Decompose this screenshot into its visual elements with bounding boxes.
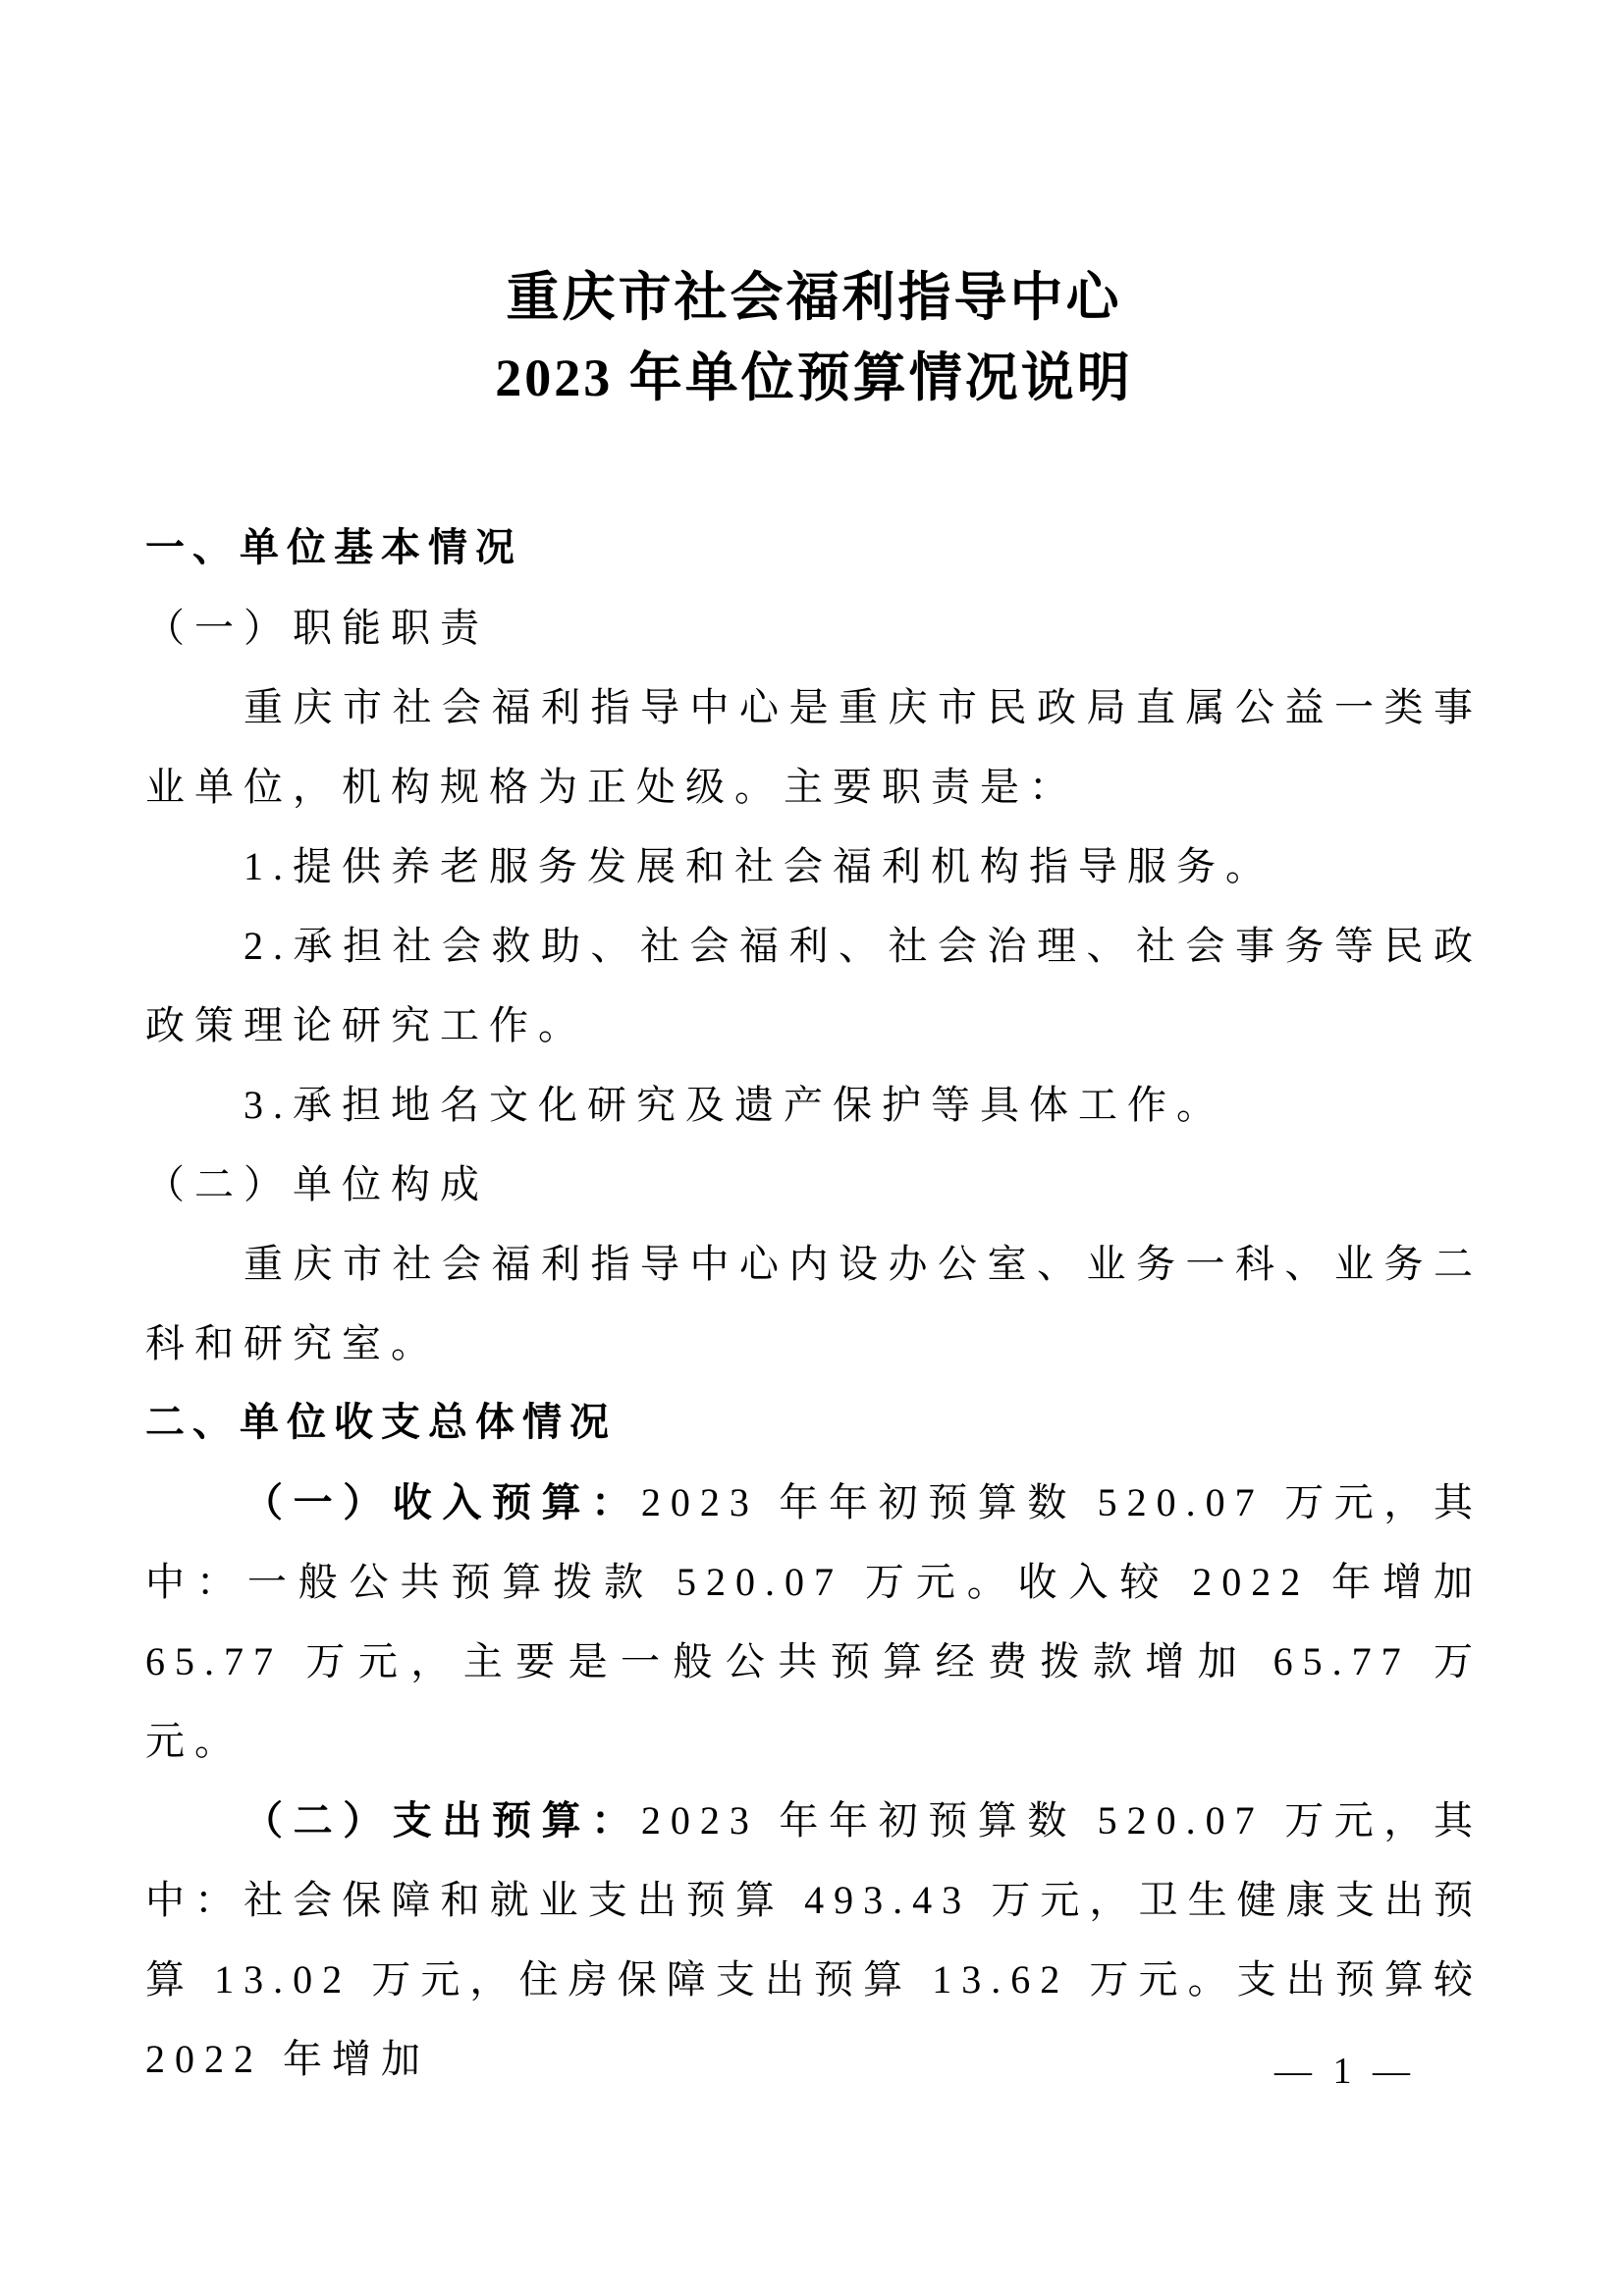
- document-title: [145, 257, 1483, 418]
- expenditure-budget-label: （二）支出预算：: [244, 1798, 641, 1842]
- document-title-line-2: 2023 年单位预算情况说明: [495, 348, 1133, 407]
- income-budget-text: 2023 年年初预算数 520.07 万元，其中：一般公共预算拨款 520.07 万元。收入较 2022 年增加 65.77 万元，主要是一般公共预算经费拨款增加 65.77 万元。: [145, 1480, 1484, 1763]
- section-heading-1: 一、单位基本情况: [145, 526, 522, 569]
- paragraph-income-budget: [145, 1463, 1483, 1781]
- page-number: — 1 —: [1274, 2051, 1416, 2092]
- section-heading-2: 二、单位收支总体情况: [145, 1401, 617, 1444]
- paragraph-duty-1: 1.提供养老服务发展和社会福利机构指导服务。: [244, 844, 1274, 888]
- document-title-line-1: 重庆市社会福利指导中心: [506, 268, 1122, 327]
- document-content: [145, 257, 1483, 2099]
- expenditure-budget-text: 2023 年年初预算数 520.07 万元，其中：社会保障和就业支出预算 493.43 万元，卫生健康支出预算 13.02 万元，住房保障支出预算 13.62 万元。支出预算较 2022 年增加: [145, 1798, 1484, 2081]
- subsection-heading-composition: （二）单位构成: [145, 1162, 489, 1206]
- paragraph-duty-2: 2.承担社会救助、社会福利、社会治理、社会事务等民政政策理论研究工作。: [145, 924, 1483, 1047]
- paragraph-duty-3: 3.承担地名文化研究及遗产保护等具体工作。: [244, 1083, 1225, 1127]
- paragraph-unit-intro: 重庆市社会福利指导中心是重庆市民政局直属公益一类事业单位，机构规格为正处级。主要职责是：: [145, 685, 1483, 809]
- paragraph-unit-composition: 重庆市社会福利指导中心内设办公室、业务一科、业务二科和研究室。: [145, 1242, 1483, 1365]
- subsection-heading-functions: （一）职能职责: [145, 606, 489, 650]
- income-budget-label: （一）收入预算：: [244, 1480, 641, 1524]
- document-body: [145, 508, 1483, 2099]
